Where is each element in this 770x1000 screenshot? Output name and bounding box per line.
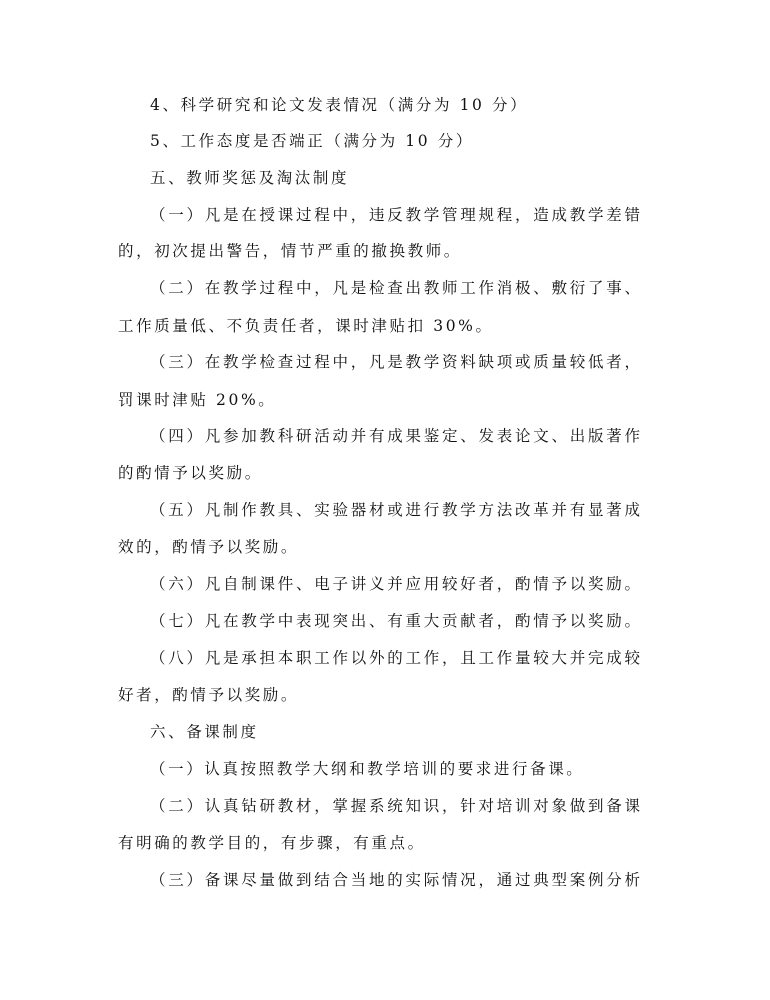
paragraph-line: 罚课时津贴 20%。 <box>118 391 277 409</box>
paragraph-line: （二）在教学过程中，凡是检查出教师工作消极、敷衍了事、 <box>150 279 640 297</box>
section-heading: 六、备课制度 <box>150 723 259 741</box>
paragraph-line: （二）认真钻研教材，掌握系统知识，针对培训对象做到备课 <box>150 797 640 815</box>
paragraph-line: 5、工作态度是否端正（满分为 10 分） <box>150 132 474 150</box>
paragraph-line: 的，初次提出警告，情节严重的撤换教师。 <box>118 242 462 260</box>
section-heading: 五、教师奖惩及淘汰制度 <box>150 169 350 187</box>
paragraph-line: （六）凡自制课件、电子讲义并应用较好者，酌情予以奖励。 <box>150 575 640 593</box>
paragraph-line: （八）凡是承担本职工作以外的工作，且工作量较大并完成较 <box>150 649 640 667</box>
paragraph-line: （三）在教学检查过程中，凡是教学资料缺项或质量较低者， <box>150 353 640 371</box>
paragraph-line: 工作质量低、不负责任者，课时津贴扣 30%。 <box>118 317 494 335</box>
paragraph-line: （七）凡在教学中表现突出、有重大贡献者，酌情予以奖励。 <box>150 612 640 630</box>
paragraph-line: （三）备课尽量做到结合当地的实际情况，通过典型案例分析 <box>150 871 640 889</box>
paragraph-line: （一）凡是在授课过程中，违反教学管理规程，造成教学差错 <box>150 206 640 224</box>
paragraph-line: （四）凡参加教科研活动并有成果鉴定、发表论文、出版著作 <box>150 427 640 445</box>
paragraph-line: （一）认真按照教学大纲和教学培训的要求进行备课。 <box>150 760 585 778</box>
paragraph-line: 效的，酌情予以奖励。 <box>118 538 300 556</box>
paragraph-line: 有明确的教学目的，有步骤，有重点。 <box>118 834 426 852</box>
paragraph-line: 4、科学研究和论文发表情况（满分为 10 分） <box>150 96 529 114</box>
paragraph-line: 好者，酌情予以奖励。 <box>118 686 300 704</box>
paragraph-line: 的酌情予以奖励。 <box>118 464 263 482</box>
paragraph-line: （五）凡制作教具、实验器材或进行教学方法改革并有显著成 <box>150 501 640 519</box>
